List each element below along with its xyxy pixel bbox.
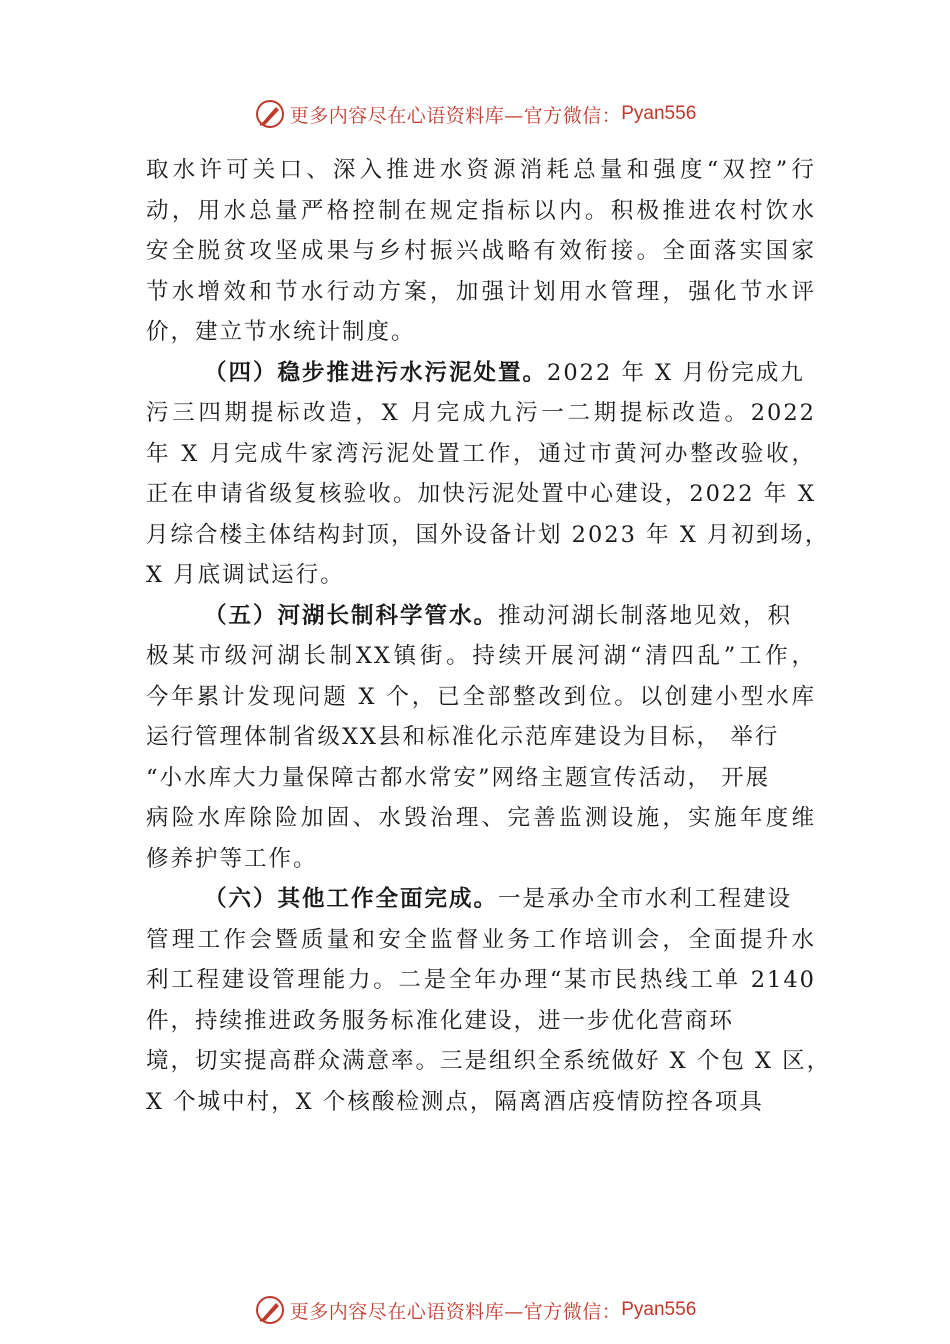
text-line: 正在申请省级复核验收。加快污泥处置中心建设，2022 年 X — [146, 481, 816, 507]
section-text: 推动河湖长制落地见效，积 — [498, 602, 793, 629]
text-line: 月综合楼主体结构封顶，国外设备计划 2023 年 X 月初到场， — [146, 521, 830, 548]
watermark-handle: Pyan556 — [621, 1299, 697, 1320]
text-line: X 个城中村，X 个核酸检测点，隔离酒店疫情防控各项具 — [146, 1088, 764, 1115]
text-line: 利工程建设管理能力。二是全年办理“某市民热线工单 2140 — [146, 967, 816, 993]
text-line: 节水增效和节水行动方案，加强计划用水管理，强化节水评 — [146, 278, 816, 305]
text-line: 污三四期提标改造，X 月完成九污一二期提标改造。2022 — [146, 400, 816, 426]
section-heading: （六）其他工作全面完成。 — [204, 886, 499, 912]
section-heading: （五）河湖长制科学管水。 — [204, 602, 499, 629]
text-line: 取水许可关口、深入推进水资源消耗总量和强度“双控”行 — [146, 157, 816, 183]
text-line: 运行管理体制省级XX县和标准化示范库建设为目标， 举行 — [146, 724, 780, 750]
text-line: 年 X 月完成牛家湾污泥处置工作，通过市黄河办整改验收， — [146, 440, 816, 467]
watermark-text: 更多内容尽在心语资料库—官方微信： — [289, 104, 622, 127]
section-first-line — [146, 879, 816, 920]
watermark-header — [0, 96, 950, 132]
text-line: 修养护等工作。 — [146, 845, 318, 872]
text-line: 管理工作会暨质量和安全监督业务工作培训会，全面提升水 — [146, 926, 816, 953]
watermark-handle: Pyan556 — [621, 103, 697, 124]
text-line: “小水库大力量保障古都水常安”网络主题宣传活动， 开展 — [146, 764, 771, 791]
quill-logo-icon — [254, 1294, 286, 1326]
text-line: 境，切实提高群众满意率。三是组织全系统做好 X 个包 X 区， — [146, 1048, 832, 1074]
text-line: X 月底调试运行。 — [146, 562, 345, 588]
section-first-line — [146, 596, 816, 637]
section-heading: （四）稳步推进污水污泥处置。 — [204, 359, 548, 386]
section-text: 一是承办全市水利工程建设 — [498, 886, 793, 912]
text-line: 价，建立节水统计制度。 — [146, 319, 416, 345]
text-line: 安全脱贫攻坚成果与乡村振兴战略有效衔接。全面落实国家 — [146, 238, 816, 264]
watermark-footer — [0, 1292, 950, 1328]
text-line: 今年累计发现问题 X 个，已全部整改到位。以创建小型水库 — [146, 683, 816, 710]
text-line: 极某市级河湖长制XX镇街。持续开展河湖“清四乱”工作， — [146, 643, 816, 669]
document-body — [146, 150, 832, 1122]
text-line: 件，持续推进政务服务标准化建设，进一步优化营商环 — [146, 1007, 735, 1034]
section-first-line — [146, 353, 816, 394]
quill-logo-icon — [254, 98, 286, 130]
section-text: 2022 年 X 月份完成九 — [547, 359, 805, 386]
watermark-text: 更多内容尽在心语资料库—官方微信： — [289, 1300, 622, 1323]
text-line: 动，用水总量严格控制在规定指标以内。积极推进农村饮水 — [146, 197, 816, 224]
text-line: 病险水库除险加固、水毁治理、完善监测设施，实施年度维 — [146, 805, 816, 831]
